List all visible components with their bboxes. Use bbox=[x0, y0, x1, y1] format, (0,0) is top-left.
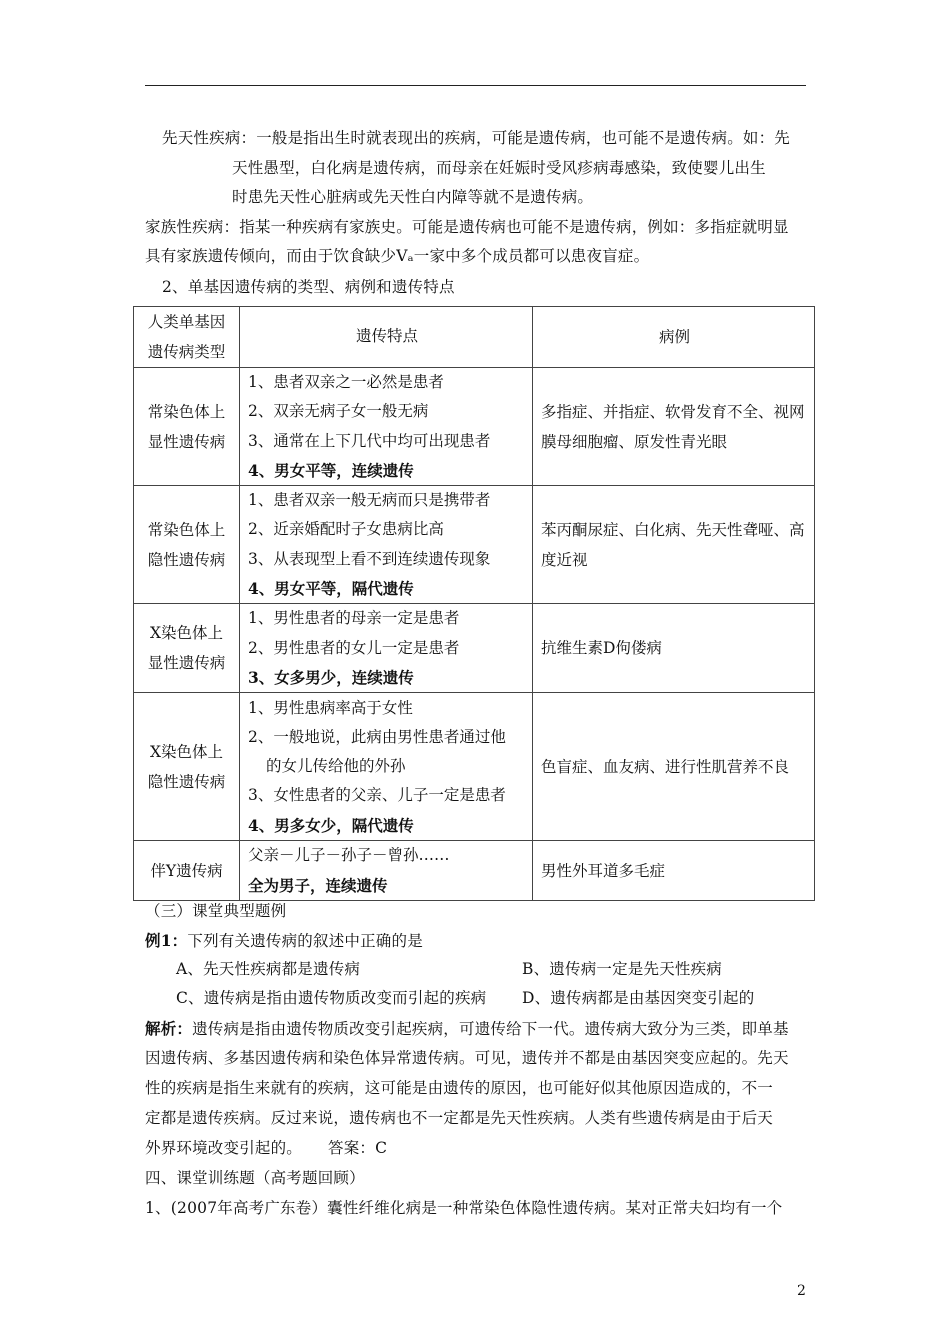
case-line: 膜母细胞瘤、原发性青光眼 bbox=[541, 432, 728, 451]
feature-line: 3、通常在上下几代中均可出现患者 bbox=[248, 431, 491, 450]
feature-summary: 3、女多男少，连续遗传 bbox=[248, 667, 414, 687]
feature-line: 1、患者双亲一般无病而只是携带者 bbox=[248, 491, 491, 510]
header-feature-cell: 遗传特点 bbox=[240, 307, 533, 368]
page-number: 2 bbox=[797, 1283, 806, 1299]
case-cell bbox=[533, 604, 815, 693]
type-line-1: X染色体上 bbox=[149, 742, 224, 761]
example-label: 例1： bbox=[145, 931, 188, 950]
analysis-text: 遗传病是指由遗传物质改变引起疾病，可遗传给下一代。遗传病大致分为三类，即单基 bbox=[192, 1020, 789, 1038]
header-case-cell: 病例 bbox=[533, 307, 815, 368]
feature-line: 3、女性患者的父亲、儿子一定是患者 bbox=[248, 786, 506, 805]
analysis-line-2: 因遗传病、多基因遗传病和染色体异常遗传病。可见，遗传并不都是由基因突变应起的。先天 bbox=[145, 1049, 789, 1067]
example-question: 下列有关遗传病的叙述中正确的是 bbox=[187, 932, 423, 950]
familial-line-2: 具有家族遗传倾向，而由于饮食缺少Vₐ一家中多个成员都可以患夜盲症。 bbox=[145, 247, 650, 265]
header-type-line-2: 遗传病类型 bbox=[147, 343, 226, 361]
type-cell bbox=[134, 841, 240, 901]
type-line-1: 伴Y遗传病 bbox=[150, 861, 223, 880]
feature-line: 2、男性患者的女儿一定是患者 bbox=[248, 638, 460, 657]
table-row bbox=[134, 604, 815, 693]
option-d: D、遗传病都是由基因突变引起的 bbox=[522, 989, 755, 1007]
analysis-line-4: 定都是遗传疾病。反过来说，遗传病也不一定都是先天性疾病。人类有些遗传病是由于后天 bbox=[145, 1109, 774, 1127]
header-type-cell bbox=[134, 307, 240, 368]
analysis-line-1 bbox=[145, 1014, 789, 1044]
feature-line: 2、近亲婚配时子女患病比高 bbox=[248, 520, 444, 539]
section-4-title: 四、课堂训练题（高考题回顾） bbox=[145, 1169, 365, 1187]
case-line: 抗维生素D佝偻病 bbox=[541, 639, 662, 658]
feature-summary: 4、男女平等，隔代遗传 bbox=[248, 579, 414, 599]
case-cell bbox=[533, 841, 815, 901]
option-c: C、遗传病是指由遗传物质改变而引起的疾病 bbox=[176, 989, 487, 1007]
feature-cell bbox=[240, 693, 533, 841]
case-cell bbox=[533, 486, 815, 604]
type-line-2: 隐性遗传病 bbox=[147, 772, 226, 791]
table-row bbox=[134, 486, 815, 604]
feature-cell bbox=[240, 368, 533, 486]
analysis-label: 解析： bbox=[145, 1019, 193, 1038]
example-1 bbox=[145, 926, 423, 956]
type-line-1: X染色体上 bbox=[149, 624, 224, 643]
feature-line: 1、患者双亲之一必然是患者 bbox=[248, 373, 444, 391]
type-line-1: 常染色体上 bbox=[147, 520, 226, 539]
case-line: 苯丙酮尿症、白化病、先天性聋哑、高 bbox=[541, 520, 805, 539]
single-gene-disease-table bbox=[133, 306, 815, 901]
feature-line: 3、从表现型上看不到连续遗传现象 bbox=[248, 549, 491, 568]
feature-line: 2、双亲无病子女一般无病 bbox=[248, 402, 429, 421]
type-line-1: 常染色体上 bbox=[147, 402, 226, 421]
table-row bbox=[134, 368, 815, 486]
type-line-2: 隐性遗传病 bbox=[147, 550, 226, 569]
case-line: 度近视 bbox=[541, 550, 588, 569]
feature-summary: 4、男多女少，隔代遗传 bbox=[248, 815, 414, 835]
practice-question-1: 1、(2007年高考广东卷）囊性纤维化病是一种常染色体隐性遗传病。某对正常夫妇均有一个 bbox=[145, 1199, 783, 1217]
header-rule bbox=[145, 85, 806, 86]
type-cell bbox=[134, 368, 240, 486]
table-row bbox=[134, 693, 815, 841]
analysis-text: 外界环境改变引起的。 bbox=[145, 1139, 303, 1157]
feature-line: 父亲－儿子－孙子－曾孙…… bbox=[248, 846, 450, 865]
case-cell bbox=[533, 368, 815, 486]
option-b: B、遗传病一定是先天性疾病 bbox=[522, 960, 722, 978]
case-line: 多指症、并指症、软骨发育不全、视网 bbox=[541, 402, 805, 421]
answer: 答案：C bbox=[328, 1139, 388, 1157]
type-line-2: 显性遗传病 bbox=[147, 432, 226, 451]
option-a: A、先天性疾病都是遗传病 bbox=[176, 960, 361, 978]
feature-line: 2、一般地说，此病由男性患者通过他 bbox=[248, 727, 506, 746]
feature-cell bbox=[240, 604, 533, 693]
congenital-line-2: 天性愚型，白化病是遗传病，而母亲在妊娠时受风疹病毒感染，致使婴儿出生 bbox=[232, 159, 766, 177]
table-row bbox=[134, 841, 815, 901]
feature-cell bbox=[240, 486, 533, 604]
type-line-2: 显性遗传病 bbox=[147, 654, 226, 673]
feature-summary: 全为男子，连续遗传 bbox=[248, 875, 388, 895]
type-cell bbox=[134, 604, 240, 693]
feature-cell bbox=[240, 841, 533, 901]
table-header-row bbox=[134, 307, 815, 368]
section-2-title: 2、单基因遗传病的类型、病例和遗传特点 bbox=[162, 278, 455, 296]
case-line: 色盲症、血友病、进行性肌营养不良 bbox=[541, 757, 790, 776]
feature-line: 1、男性患者的母亲一定是患者 bbox=[248, 609, 460, 628]
header-type-line-1: 人类单基因 bbox=[147, 313, 226, 331]
case-cell bbox=[533, 693, 815, 841]
case-line: 男性外耳道多毛症 bbox=[541, 861, 666, 880]
feature-line: 1、男性患病率高于女性 bbox=[248, 698, 413, 717]
section-3-title: （三）课堂典型题例 bbox=[145, 902, 287, 920]
congenital-line-3: 时患先天性心脏病或先天性白内障等就不是遗传病。 bbox=[232, 188, 594, 206]
congenital-line-1: 先天性疾病：一般是指出生时就表现出的疾病，可能是遗传病，也可能不是遗传病。如：先 bbox=[162, 129, 791, 147]
type-cell bbox=[134, 693, 240, 841]
feature-summary: 4、男女平等，连续遗传 bbox=[248, 460, 414, 480]
analysis-line-5 bbox=[145, 1134, 387, 1163]
familial-line-1: 家族性疾病：指某一种疾病有家族史。可能是遗传病也可能不是遗传病，例如：多指症就明显 bbox=[145, 218, 789, 236]
analysis-line-3: 性的疾病是指生来就有的疾病，这可能是由遗传的原因，也可能好似其他原因造成的，不一 bbox=[145, 1079, 774, 1097]
type-cell bbox=[134, 486, 240, 604]
feature-line-continued: 的女儿传给他的外孙 bbox=[266, 757, 406, 776]
